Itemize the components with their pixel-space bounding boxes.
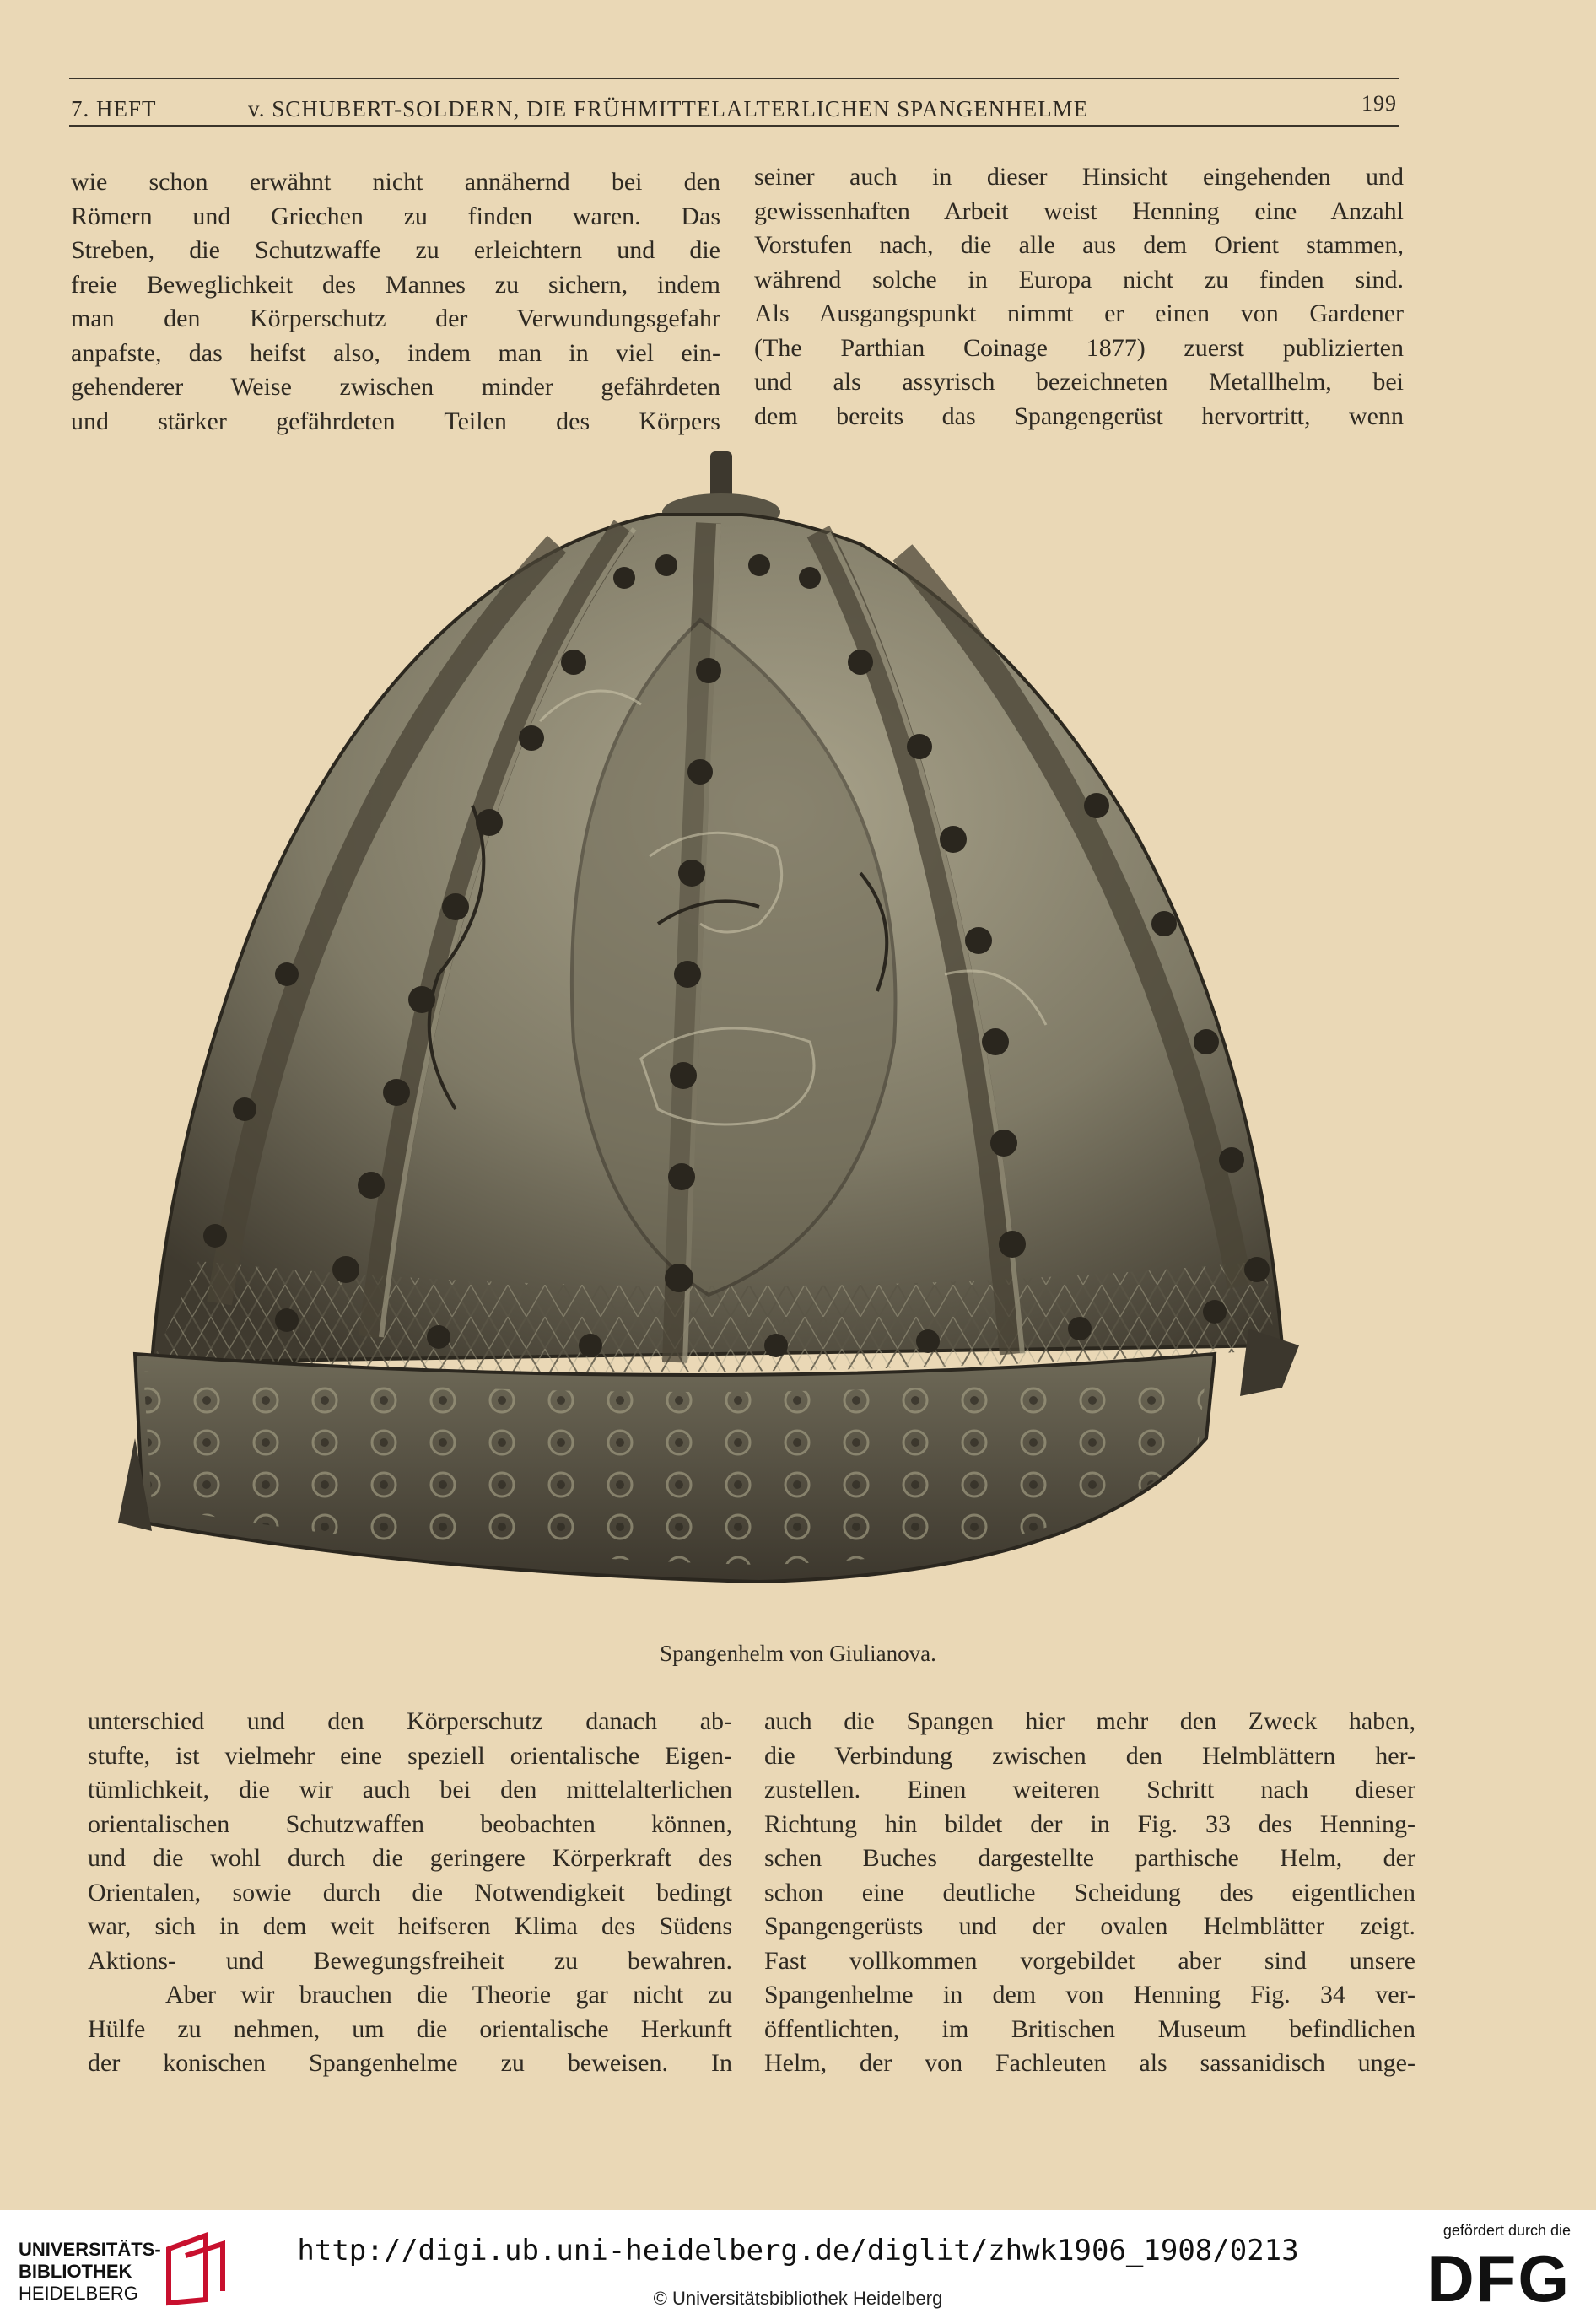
running-header (69, 91, 1399, 128)
text-line: zustellen. Einen weiteren Schritt nach dieser (764, 1776, 1415, 1804)
text-line: die Verbindung zwischen den Helmblättern her- (764, 1741, 1415, 1770)
text-line: schon eine deutliche Scheidung des eigentlichen (764, 1878, 1415, 1906)
text-line: Spangengerüsts und der ovalen Helmblätter zeigt. (764, 1912, 1415, 1940)
text-line: Aber wir brauchen die Theorie gar nicht zu (165, 1981, 732, 2009)
text-line: während solche in Europa nicht zu finden sind. (754, 265, 1404, 294)
page-number: 199 (1361, 91, 1397, 116)
text-line: und die wohl durch die geringere Körperkraft des (88, 1844, 732, 1872)
text-line: (The Parthian Coinage 1877) zuerst publizierten (754, 333, 1404, 362)
text-line: wie schon erwähnt nicht annähernd bei den (71, 168, 720, 196)
header-bottom-rule (69, 125, 1399, 127)
text-line: Richtung hin bildet der in Fig. 33 des Henning- (764, 1809, 1415, 1838)
top-left-column (71, 165, 720, 439)
text-line: unterschied und den Körperschutz danach ab- (88, 1707, 732, 1735)
text-line: auch die Spangen hier mehr den Zweck haben, (764, 1707, 1415, 1735)
bottom-right-column (764, 1705, 1415, 2081)
running-title: v. SCHUBERT-SOLDERN, DIE FRÜHMITTELALTERLICHEN SPANGENHELME (248, 96, 1089, 121)
text-line: der konischen Spangenhelme zu beweisen. In (88, 2049, 732, 2077)
dfg-logo[interactable] (1402, 2222, 1571, 2315)
text-line: orientalischen Schutzwaffen beobachten können, (88, 1809, 732, 1838)
text-line: man den Körperschutz der Verwundungsgefahr (71, 305, 720, 332)
text-line: Hülfe zu nehmen, um die orientalische Herkunft (88, 2014, 732, 2043)
text-line: Vorstufen nach, die alle aus dem Orient stammen, (754, 231, 1404, 259)
copyright-notice: © Universitätsbibliothek Heidelberg (653, 2288, 943, 2309)
text-line: Streben, die Schutzwaffe zu erleichtern und die (71, 236, 720, 264)
text-line: anpafste, das heifst also, indem man in viel ein- (71, 338, 720, 367)
text-line: tümlichkeit, die wir auch bei den mittelalterlichen (88, 1776, 732, 1804)
text-line: freie Beweglichkeit des Mannes zu sichern, indem (71, 270, 720, 299)
top-right-column (754, 160, 1404, 434)
text-line: und als assyrisch bezeichneten Metallhelm, bei (754, 368, 1404, 396)
text-line: Helm, der von Fachleuten als sassanidisch unge- (764, 2049, 1415, 2077)
text-line: war, sich in dem weit heifseren Klima des Südens (88, 1912, 732, 1940)
helmet-photograph (118, 451, 1333, 1615)
library-name: UNIVERSITÄTS- BIBLIOTHEK HEIDELBERG (19, 2239, 161, 2304)
text-line: dem bereits das Spangengerüst hervortritt, wenn (754, 402, 1404, 430)
text-line: seiner auch in dieser Hinsicht eingehenden und (754, 163, 1404, 191)
text-line: gehenderer Weise zwischen minder gefährdeten (71, 373, 720, 401)
figure-caption: Spangenhelm von Giulianova. (660, 1641, 936, 1666)
funding-label: gefördert durch die (1442, 2222, 1571, 2239)
text-line: gewissenhaften Arbeit weist Henning eine Anzahl (754, 197, 1404, 225)
bottom-left-column (88, 1705, 732, 2081)
digitization-footer (0, 2210, 1596, 2324)
dfg-wordmark: DFG (1426, 2241, 1571, 2316)
header-top-rule (69, 78, 1399, 79)
text-line: und stärker gefährdeten Teilen des Körpers (71, 407, 720, 435)
text-line: stufte, ist vielmehr eine speziell orientalische Eigen- (88, 1741, 732, 1770)
text-line: Fast vollkommen vorgebildet aber sind unsere (764, 1946, 1415, 1975)
text-line: Spangenhelme in dem von Henning Fig. 34 ver- (764, 1981, 1415, 2009)
text-line: Orientalen, sowie durch die Notwendigkeit bedingt (88, 1878, 732, 1906)
helmet-illustration (118, 451, 1333, 1615)
text-line: Römern und Griechen zu finden waren. Das (71, 202, 720, 230)
text-line: öffentlichten, im Britischen Museum befindlichen (764, 2014, 1415, 2043)
issue-label: 7. HEFT (71, 96, 157, 121)
text-line: Als Ausgangspunkt nimmt er einen von Gardener (754, 299, 1404, 327)
text-line: Aktions- und Bewegungsfreiheit zu bewahren. (88, 1946, 732, 1975)
permalink-url[interactable]: http://digi.ub.uni-heidelberg.de/diglit/zhwk1906_1908/0213 (297, 2234, 1299, 2267)
text-line: schen Buches dargestellte parthische Helm, der (764, 1844, 1415, 1872)
